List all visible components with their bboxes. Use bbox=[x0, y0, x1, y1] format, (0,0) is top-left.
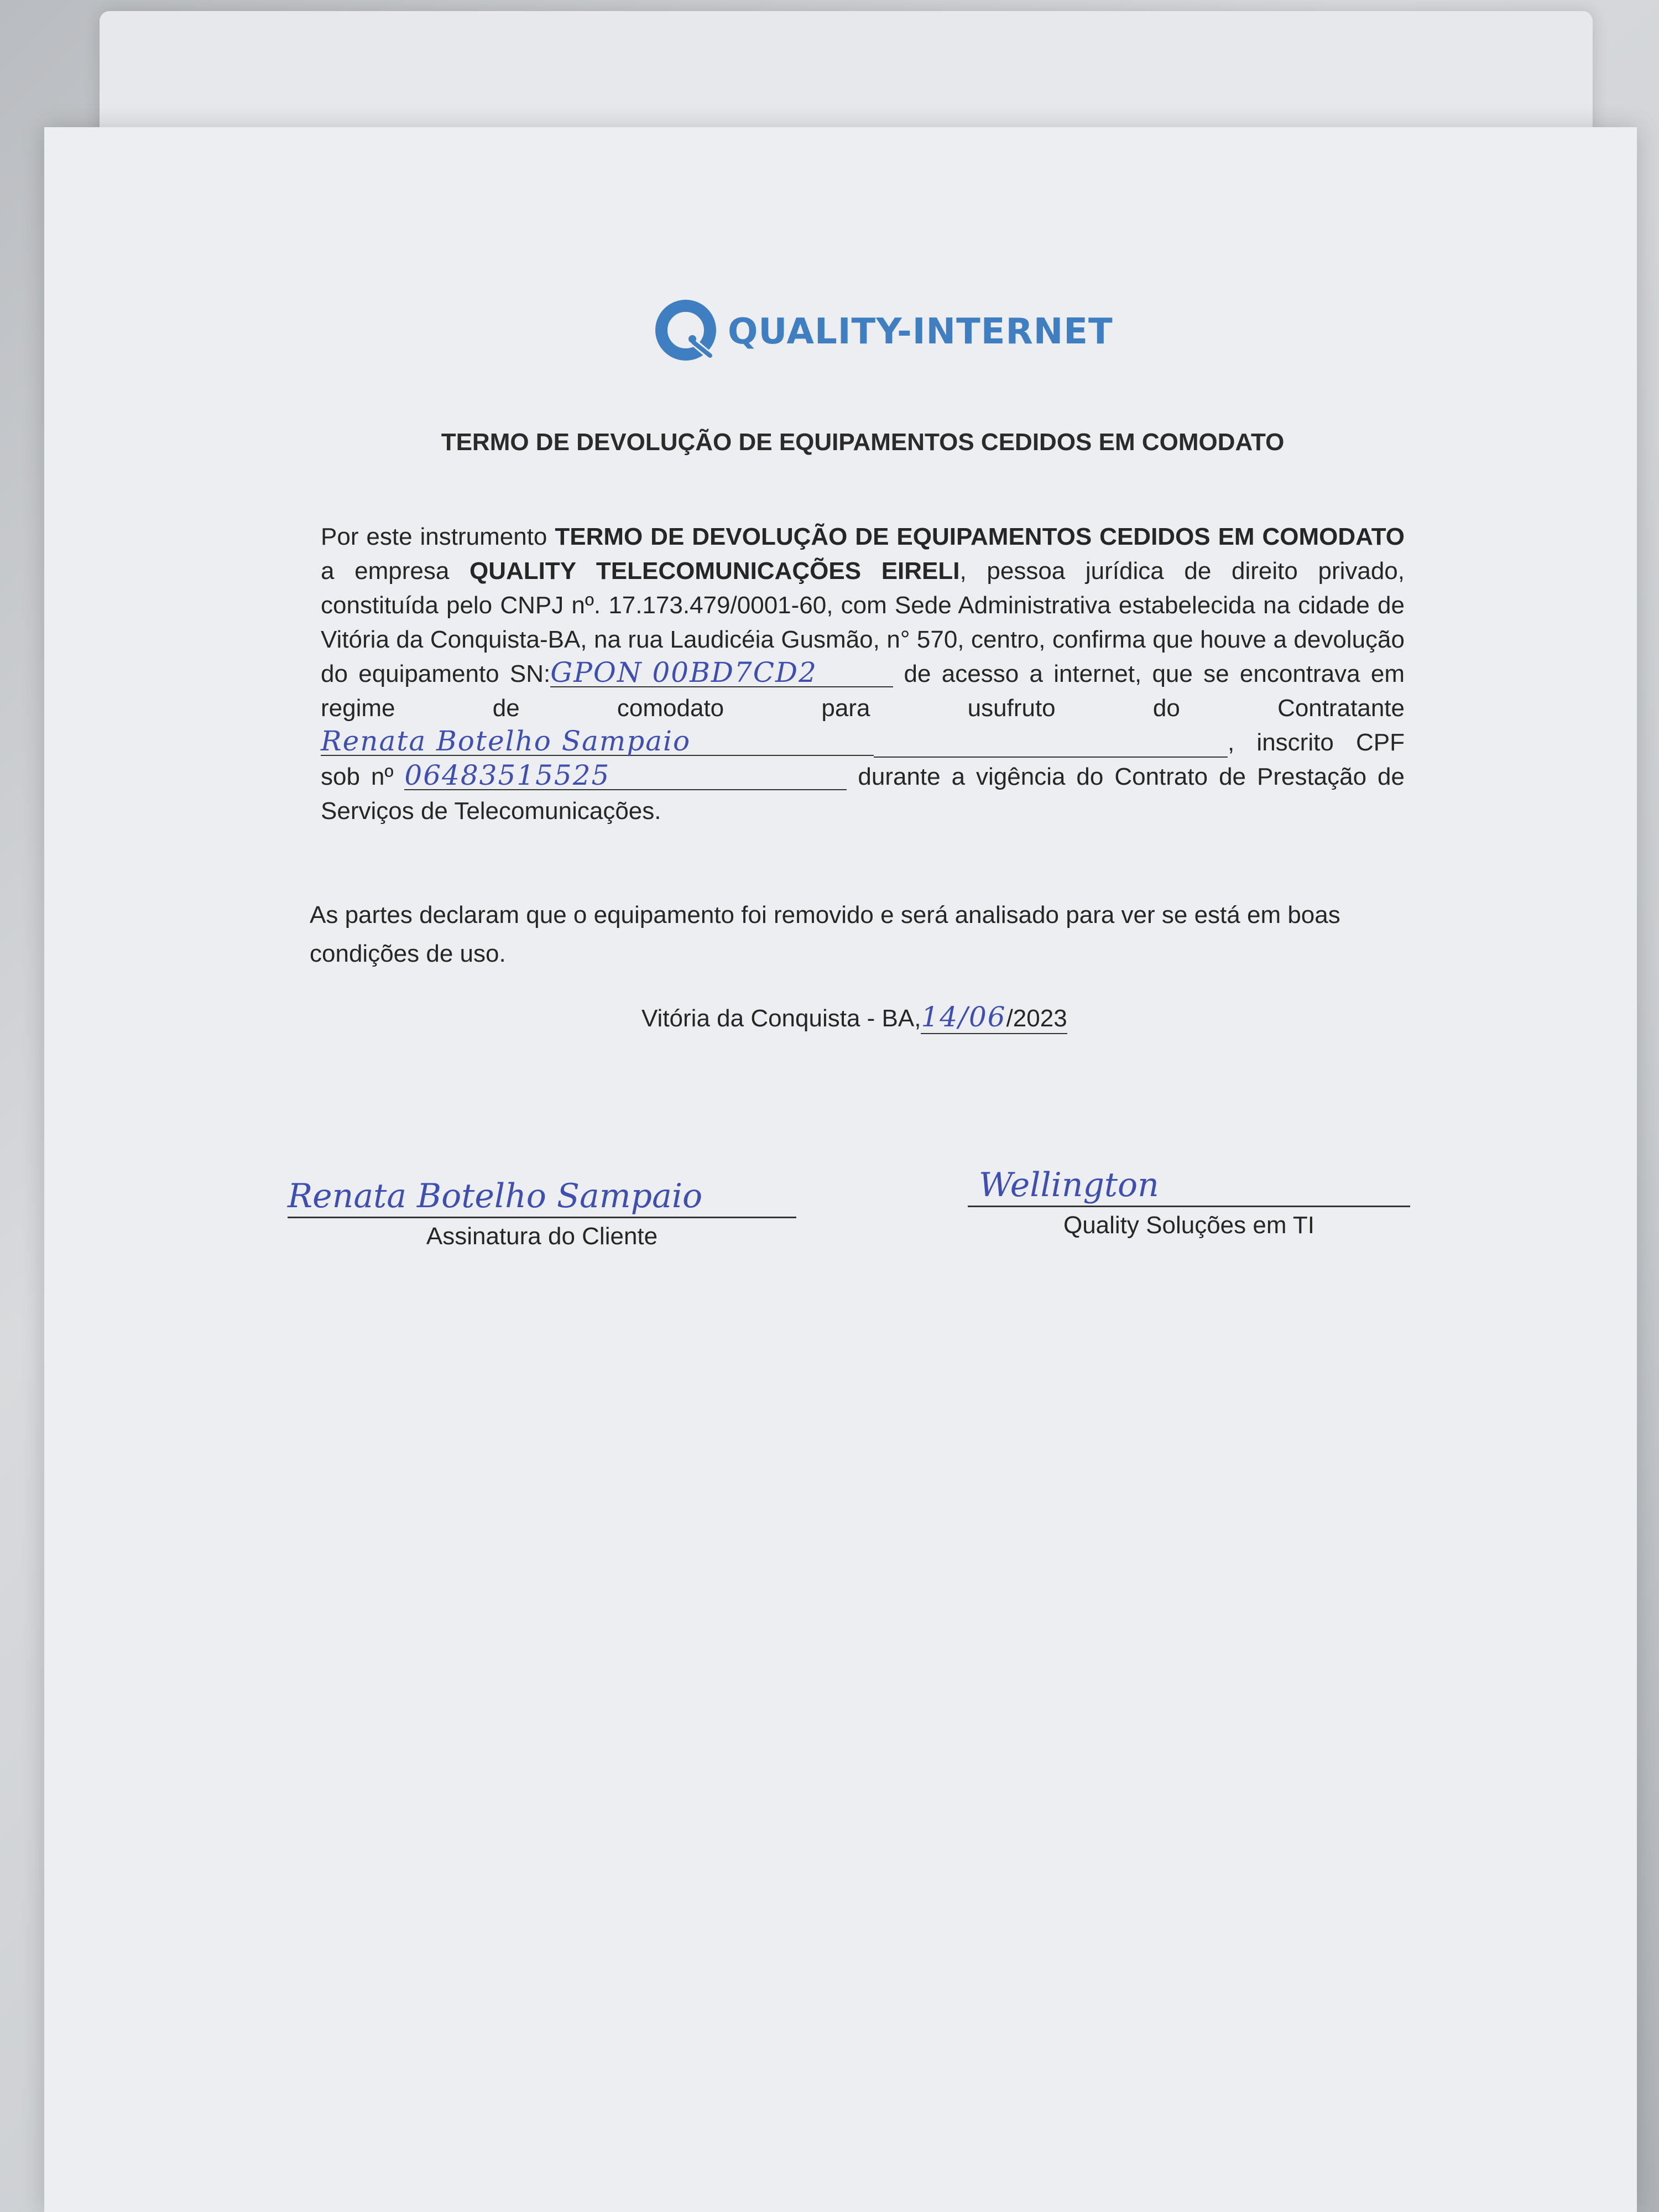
paragraph-text: Por este instrumento bbox=[321, 523, 555, 550]
logo-text: QUALITY-INTERNET bbox=[728, 311, 1113, 352]
date-field[interactable]: 14/06/2023 bbox=[921, 1001, 1067, 1033]
contractor-name-field-continuation bbox=[874, 729, 1228, 758]
term-name-bold: TERMO DE DEVOLUÇÃO DE EQUIPAMENTOS CEDIDOS EM COMODATO bbox=[555, 523, 1405, 550]
paragraph-text: de acesso a internet, que se encontrava em regime de comodato para usufruto do Contratante bbox=[321, 660, 1405, 722]
company-signature-caption: Quality Soluções em TI bbox=[1063, 1212, 1315, 1239]
date-place: Vitória da Conquista - BA, bbox=[641, 1005, 921, 1032]
company-signature-line[interactable] bbox=[968, 1156, 1410, 1207]
company-signature: Wellington bbox=[979, 1166, 1159, 1204]
declaration-paragraph: As partes declaram que o equipamento foi removido e será analisado para ver se está em boas condições de uso. bbox=[310, 901, 1340, 967]
company-name-bold: QUALITY TELECOMUNICAÇÕES EIRELI bbox=[469, 557, 960, 585]
client-signature-caption: Assinatura do Cliente bbox=[426, 1223, 658, 1250]
date-year: /2023 bbox=[1006, 1005, 1067, 1032]
paragraph-text: , inscrito CPF sob nº bbox=[321, 729, 1405, 790]
paragraph-text: , pessoa jurídica de direito privado, constituída pelo CNPJ nº. 17.173.479/0001-60, com Sede Administrativa estabelecida na cidade de Vitória da Conquista-BA, na rua Laudicéia Gusmão, n° 570, centro, confirma que houve a devolução do equipamento SN: bbox=[321, 557, 1405, 687]
company-signature-block bbox=[968, 1156, 1410, 1239]
contractor-name-field[interactable]: Renata Botelho Sampaio bbox=[321, 727, 874, 756]
q-logo-icon bbox=[653, 296, 724, 368]
paragraph-text: a empresa bbox=[321, 557, 469, 585]
date-line bbox=[641, 1001, 1067, 1033]
client-signature-line[interactable] bbox=[288, 1167, 796, 1218]
main-paragraph bbox=[321, 520, 1405, 828]
paragraph-text: durante a vigência do Contrato de Prestação de Serviços de Telecomunicações. bbox=[321, 763, 1405, 825]
client-signature: Renata Botelho Sampaio bbox=[288, 1177, 703, 1215]
date-day: 14 bbox=[921, 1001, 959, 1033]
date-month: 06 bbox=[968, 1001, 1006, 1033]
cpf-field[interactable]: 06483515525 bbox=[404, 761, 847, 790]
client-signature-block bbox=[288, 1167, 796, 1250]
document-title: TERMO DE DEVOLUÇÃO DE EQUIPAMENTOS CEDIDOS EM COMODATO bbox=[441, 429, 1285, 456]
serial-number-field[interactable]: GPON 00BD7CD2 bbox=[550, 659, 893, 687]
company-logo bbox=[653, 296, 1113, 368]
